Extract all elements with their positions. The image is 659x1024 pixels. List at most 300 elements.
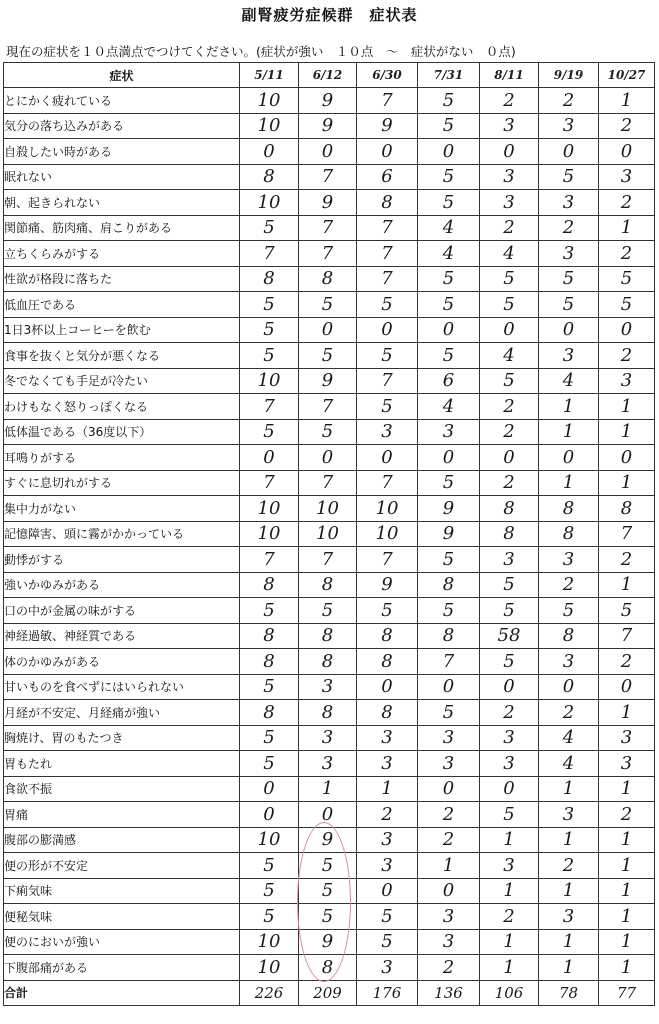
score-cell: 5 <box>539 292 599 318</box>
score-cell: 8 <box>240 649 299 675</box>
score-cell: 5 <box>539 266 599 292</box>
symptom-label: 朝、起きられない <box>4 190 240 216</box>
score-cell: 2 <box>539 700 599 726</box>
score-cell: 1 <box>539 470 599 496</box>
score-cell: 0 <box>480 317 539 343</box>
score-cell: 10 <box>357 521 418 547</box>
score-cell: 5 <box>418 164 480 190</box>
score-cell: 2 <box>599 190 655 216</box>
score-cell: 5 <box>418 113 480 139</box>
symptom-label: 立ちくらみがする <box>4 241 240 267</box>
score-cell: 10 <box>299 496 357 522</box>
score-cell: 5 <box>357 394 418 420</box>
score-cell: 5 <box>240 292 299 318</box>
symptom-label: 月経が不安定、月経痛が強い <box>4 700 240 726</box>
symptom-label: 1日3杯以上コーヒーを飲む <box>4 317 240 343</box>
score-cell: 0 <box>418 776 480 802</box>
table-row <box>4 292 655 318</box>
score-cell: 4 <box>480 343 539 369</box>
score-cell: 1 <box>599 955 655 981</box>
score-cell: 3 <box>418 725 480 751</box>
score-cell: 9 <box>418 521 480 547</box>
symptom-label: 記憶障害、頭に霧がかかっている <box>4 521 240 547</box>
symptom-label: 便の形が不安定 <box>4 853 240 879</box>
score-cell: 0 <box>418 674 480 700</box>
score-cell: 10 <box>240 190 299 216</box>
score-cell: 9 <box>357 572 418 598</box>
score-cell: 7 <box>299 394 357 420</box>
score-cell: 3 <box>539 649 599 675</box>
score-cell: 1 <box>599 215 655 241</box>
score-cell: 5 <box>240 215 299 241</box>
score-cell: 0 <box>539 674 599 700</box>
score-cell: 0 <box>539 317 599 343</box>
score-cell: 0 <box>357 317 418 343</box>
symptom-label: 性欲が格段に落ちた <box>4 266 240 292</box>
score-cell: 5 <box>357 598 418 624</box>
score-cell: 5 <box>299 598 357 624</box>
symptom-label: 便秘気味 <box>4 904 240 930</box>
symptom-label: とにかく疲れている <box>4 88 240 114</box>
score-cell: 3 <box>299 751 357 777</box>
score-cell: 3 <box>357 853 418 879</box>
score-cell: 1 <box>599 776 655 802</box>
score-cell: 0 <box>357 878 418 904</box>
table-row <box>4 394 655 420</box>
score-cell: 2 <box>480 419 539 445</box>
score-cell: 3 <box>357 955 418 981</box>
score-cell: 3 <box>539 343 599 369</box>
score-cell: 2 <box>418 802 480 828</box>
score-cell: 1 <box>299 776 357 802</box>
score-cell: 0 <box>357 445 418 471</box>
score-cell: 1 <box>357 776 418 802</box>
table-row <box>4 470 655 496</box>
score-cell: 8 <box>480 521 539 547</box>
score-cell: 5 <box>240 725 299 751</box>
score-cell: 0 <box>240 776 299 802</box>
score-cell: 5 <box>240 904 299 930</box>
score-cell: 5 <box>539 598 599 624</box>
symptom-label: 関節痛、筋肉痛、肩こりがある <box>4 215 240 241</box>
score-cell: 6 <box>357 164 418 190</box>
score-cell: 5 <box>418 292 480 318</box>
symptom-label: 低体温である（36度以下） <box>4 419 240 445</box>
score-cell: 3 <box>357 419 418 445</box>
score-cell: 8 <box>539 521 599 547</box>
score-cell: 58 <box>480 623 539 649</box>
score-cell: 9 <box>299 929 357 955</box>
score-cell: 0 <box>480 139 539 165</box>
total-cell: 226 <box>240 980 299 1006</box>
score-cell: 5 <box>418 266 480 292</box>
score-cell: 0 <box>599 139 655 165</box>
date-column-header: 6/30 <box>357 63 418 88</box>
score-cell: 1 <box>599 904 655 930</box>
score-cell: 7 <box>418 649 480 675</box>
document-title: 副腎疲労症候群 症状表 <box>241 6 418 24</box>
score-cell: 5 <box>240 878 299 904</box>
score-cell: 3 <box>599 164 655 190</box>
score-cell: 8 <box>240 623 299 649</box>
score-cell: 2 <box>599 113 655 139</box>
score-cell: 0 <box>539 139 599 165</box>
score-cell: 1 <box>539 878 599 904</box>
symptom-label: 食欲不振 <box>4 776 240 802</box>
score-cell: 5 <box>480 292 539 318</box>
score-cell: 2 <box>539 572 599 598</box>
score-cell: 5 <box>480 649 539 675</box>
score-cell: 2 <box>480 700 539 726</box>
score-cell: 9 <box>299 190 357 216</box>
score-cell: 5 <box>418 343 480 369</box>
symptom-label: 胸焼け、胃のもたつき <box>4 725 240 751</box>
score-cell: 9 <box>299 88 357 114</box>
score-cell: 1 <box>599 827 655 853</box>
table-row <box>4 878 655 904</box>
score-cell: 0 <box>357 139 418 165</box>
table-row <box>4 802 655 828</box>
score-cell: 3 <box>357 827 418 853</box>
date-column-header: 8/11 <box>480 63 539 88</box>
score-cell: 5 <box>299 292 357 318</box>
score-cell: 5 <box>418 598 480 624</box>
score-cell: 8 <box>357 190 418 216</box>
score-cell: 2 <box>418 827 480 853</box>
score-cell: 6 <box>418 368 480 394</box>
score-cell: 8 <box>418 623 480 649</box>
table-row <box>4 266 655 292</box>
score-cell: 3 <box>480 853 539 879</box>
score-cell: 8 <box>539 623 599 649</box>
score-cell: 0 <box>299 445 357 471</box>
score-cell: 2 <box>480 88 539 114</box>
table-row <box>4 368 655 394</box>
score-cell: 5 <box>539 164 599 190</box>
score-cell: 10 <box>240 496 299 522</box>
table-row <box>4 190 655 216</box>
score-cell: 8 <box>299 572 357 598</box>
score-cell: 3 <box>599 725 655 751</box>
score-cell: 7 <box>357 470 418 496</box>
score-cell: 1 <box>539 955 599 981</box>
score-cell: 5 <box>480 266 539 292</box>
score-cell: 5 <box>599 598 655 624</box>
score-cell: 8 <box>357 700 418 726</box>
score-cell: 5 <box>240 317 299 343</box>
score-cell: 3 <box>480 164 539 190</box>
table-row <box>4 139 655 165</box>
score-cell: 5 <box>357 904 418 930</box>
score-cell: 2 <box>480 904 539 930</box>
score-cell: 0 <box>418 878 480 904</box>
score-cell: 8 <box>599 496 655 522</box>
score-cell: 1 <box>599 394 655 420</box>
score-cell: 1 <box>599 929 655 955</box>
score-cell: 1 <box>599 878 655 904</box>
score-cell: 3 <box>480 725 539 751</box>
total-cell: 136 <box>418 980 480 1006</box>
symptom-label: わけもなく怒りっぽくなる <box>4 394 240 420</box>
score-cell: 0 <box>539 445 599 471</box>
table-row <box>4 725 655 751</box>
score-cell: 7 <box>240 241 299 267</box>
score-cell: 4 <box>480 241 539 267</box>
symptom-label: すぐに息切れがする <box>4 470 240 496</box>
table-row <box>4 649 655 675</box>
score-cell: 7 <box>240 394 299 420</box>
score-cell: 0 <box>299 317 357 343</box>
score-cell: 3 <box>539 802 599 828</box>
symptom-label: 甘いものを食べずにはいられない <box>4 674 240 700</box>
score-cell: 2 <box>357 802 418 828</box>
score-cell: 8 <box>299 700 357 726</box>
score-cell: 1 <box>599 470 655 496</box>
symptom-label: 耳鳴りがする <box>4 445 240 471</box>
table-row <box>4 955 655 981</box>
score-cell: 1 <box>599 700 655 726</box>
score-cell: 7 <box>357 266 418 292</box>
score-cell: 1 <box>599 853 655 879</box>
score-cell: 1 <box>539 394 599 420</box>
total-cell: 209 <box>299 980 357 1006</box>
table-row <box>4 343 655 369</box>
score-cell: 3 <box>539 113 599 139</box>
score-cell: 7 <box>299 215 357 241</box>
table-row <box>4 572 655 598</box>
score-cell: 7 <box>240 547 299 573</box>
score-cell: 5 <box>599 292 655 318</box>
score-cell: 7 <box>599 521 655 547</box>
total-cell: 77 <box>599 980 655 1006</box>
score-cell: 5 <box>418 190 480 216</box>
symptom-label: 強いかゆみがある <box>4 572 240 598</box>
total-cell: 176 <box>357 980 418 1006</box>
table-row <box>4 776 655 802</box>
symptom-label: 気分の落ち込みがある <box>4 113 240 139</box>
score-cell: 2 <box>480 215 539 241</box>
score-cell: 7 <box>357 88 418 114</box>
score-cell: 5 <box>299 878 357 904</box>
score-cell: 3 <box>299 674 357 700</box>
table-row <box>4 547 655 573</box>
score-cell: 1 <box>480 827 539 853</box>
table-row <box>4 904 655 930</box>
score-cell: 0 <box>240 139 299 165</box>
symptom-label: 胃もたれ <box>4 751 240 777</box>
score-cell: 8 <box>240 164 299 190</box>
table-row <box>4 827 655 853</box>
score-cell: 1 <box>539 827 599 853</box>
score-cell: 10 <box>240 955 299 981</box>
score-cell: 5 <box>299 904 357 930</box>
score-cell: 3 <box>418 751 480 777</box>
score-cell: 2 <box>599 547 655 573</box>
table-row <box>4 419 655 445</box>
score-cell: 1 <box>480 955 539 981</box>
score-cell: 5 <box>240 419 299 445</box>
score-cell: 3 <box>480 751 539 777</box>
score-cell: 3 <box>418 904 480 930</box>
score-cell: 3 <box>418 929 480 955</box>
symptom-label: 冬でなくても手足が冷たい <box>4 368 240 394</box>
score-cell: 8 <box>299 266 357 292</box>
total-label: 合計 <box>4 980 240 1006</box>
total-row <box>4 980 655 1006</box>
date-column-header: 7/31 <box>418 63 480 88</box>
score-cell: 10 <box>240 827 299 853</box>
score-cell: 0 <box>418 445 480 471</box>
score-cell: 5 <box>357 343 418 369</box>
table-row <box>4 241 655 267</box>
score-cell: 4 <box>539 725 599 751</box>
score-cell: 7 <box>299 164 357 190</box>
symptom-label: 体のかゆみがある <box>4 649 240 675</box>
score-cell: 0 <box>357 674 418 700</box>
table-row <box>4 598 655 624</box>
score-cell: 3 <box>480 190 539 216</box>
score-cell: 0 <box>599 445 655 471</box>
score-cell: 8 <box>539 496 599 522</box>
score-cell: 7 <box>240 470 299 496</box>
score-cell: 3 <box>539 190 599 216</box>
symptom-label: 腹部の膨満感 <box>4 827 240 853</box>
score-cell: 8 <box>299 649 357 675</box>
score-cell: 7 <box>299 241 357 267</box>
score-cell: 0 <box>599 674 655 700</box>
score-cell: 9 <box>357 113 418 139</box>
table-row <box>4 521 655 547</box>
total-cell: 106 <box>480 980 539 1006</box>
score-cell: 2 <box>418 955 480 981</box>
score-cell: 0 <box>480 674 539 700</box>
score-cell: 5 <box>357 929 418 955</box>
score-cell: 10 <box>240 88 299 114</box>
score-cell: 9 <box>299 368 357 394</box>
score-cell: 0 <box>480 776 539 802</box>
score-cell: 3 <box>357 725 418 751</box>
score-cell: 10 <box>357 496 418 522</box>
table-row <box>4 113 655 139</box>
score-cell: 0 <box>480 445 539 471</box>
score-cell: 10 <box>240 929 299 955</box>
score-cell: 8 <box>299 955 357 981</box>
score-cell: 0 <box>240 445 299 471</box>
score-cell: 1 <box>480 878 539 904</box>
score-cell: 5 <box>480 802 539 828</box>
score-cell: 2 <box>539 853 599 879</box>
symptom-label: 集中力がない <box>4 496 240 522</box>
score-cell: 5 <box>599 266 655 292</box>
score-cell: 9 <box>299 113 357 139</box>
score-cell: 5 <box>418 700 480 726</box>
table-row <box>4 853 655 879</box>
table-row <box>4 317 655 343</box>
score-cell: 4 <box>418 241 480 267</box>
score-cell: 7 <box>599 623 655 649</box>
score-cell: 8 <box>240 572 299 598</box>
score-cell: 5 <box>299 343 357 369</box>
score-cell: 4 <box>418 394 480 420</box>
score-cell: 0 <box>240 802 299 828</box>
score-cell: 2 <box>599 343 655 369</box>
score-cell: 7 <box>357 215 418 241</box>
score-cell: 3 <box>599 368 655 394</box>
symptom-label: 便のにおいが強い <box>4 929 240 955</box>
score-cell: 5 <box>240 751 299 777</box>
score-cell: 8 <box>240 266 299 292</box>
score-cell: 7 <box>357 368 418 394</box>
score-cell: 5 <box>299 853 357 879</box>
total-cell: 78 <box>539 980 599 1006</box>
table-row <box>4 88 655 114</box>
score-cell: 2 <box>599 649 655 675</box>
score-cell: 1 <box>599 88 655 114</box>
score-cell: 7 <box>299 547 357 573</box>
score-cell: 1 <box>480 929 539 955</box>
symptom-column-header: 症状 <box>4 63 240 88</box>
score-cell: 8 <box>357 623 418 649</box>
symptom-label: 下痢気味 <box>4 878 240 904</box>
symptom-label: 低血圧である <box>4 292 240 318</box>
score-cell: 5 <box>418 547 480 573</box>
table-row <box>4 496 655 522</box>
score-cell: 2 <box>539 88 599 114</box>
date-column-header: 9/19 <box>539 63 599 88</box>
symptom-label: 神経過敏、神経質である <box>4 623 240 649</box>
score-cell: 3 <box>599 751 655 777</box>
header-row <box>4 63 655 88</box>
score-cell: 1 <box>539 776 599 802</box>
score-cell: 3 <box>539 241 599 267</box>
score-cell: 3 <box>480 547 539 573</box>
symptom-table <box>3 62 655 1006</box>
score-cell: 3 <box>357 751 418 777</box>
score-cell: 0 <box>299 802 357 828</box>
symptom-label: 自殺したい時がある <box>4 139 240 165</box>
score-cell: 5 <box>418 88 480 114</box>
score-cell: 5 <box>240 343 299 369</box>
table-row <box>4 215 655 241</box>
instructions-text: 現在の症状を１０点満点でつけてください。(症状が強い １０点 ～ 症状がない ０点) <box>6 44 516 59</box>
score-cell: 4 <box>539 368 599 394</box>
date-column-header: 6/12 <box>299 63 357 88</box>
symptom-label: 食事を抜くと気分が悪くなる <box>4 343 240 369</box>
score-cell: 8 <box>240 700 299 726</box>
score-cell: 3 <box>299 725 357 751</box>
score-cell: 2 <box>599 241 655 267</box>
score-cell: 0 <box>599 317 655 343</box>
score-cell: 5 <box>480 598 539 624</box>
score-cell: 3 <box>418 419 480 445</box>
score-cell: 10 <box>240 521 299 547</box>
score-cell: 7 <box>357 241 418 267</box>
score-cell: 5 <box>480 368 539 394</box>
score-cell: 7 <box>299 470 357 496</box>
score-cell: 1 <box>539 929 599 955</box>
symptom-label: 口の中が金属の味がする <box>4 598 240 624</box>
score-cell: 2 <box>480 394 539 420</box>
score-cell: 0 <box>418 317 480 343</box>
score-cell: 0 <box>418 139 480 165</box>
table-row <box>4 164 655 190</box>
score-cell: 8 <box>299 623 357 649</box>
table-row <box>4 674 655 700</box>
score-cell: 1 <box>539 419 599 445</box>
score-cell: 5 <box>299 419 357 445</box>
score-cell: 2 <box>599 802 655 828</box>
score-cell: 8 <box>418 572 480 598</box>
